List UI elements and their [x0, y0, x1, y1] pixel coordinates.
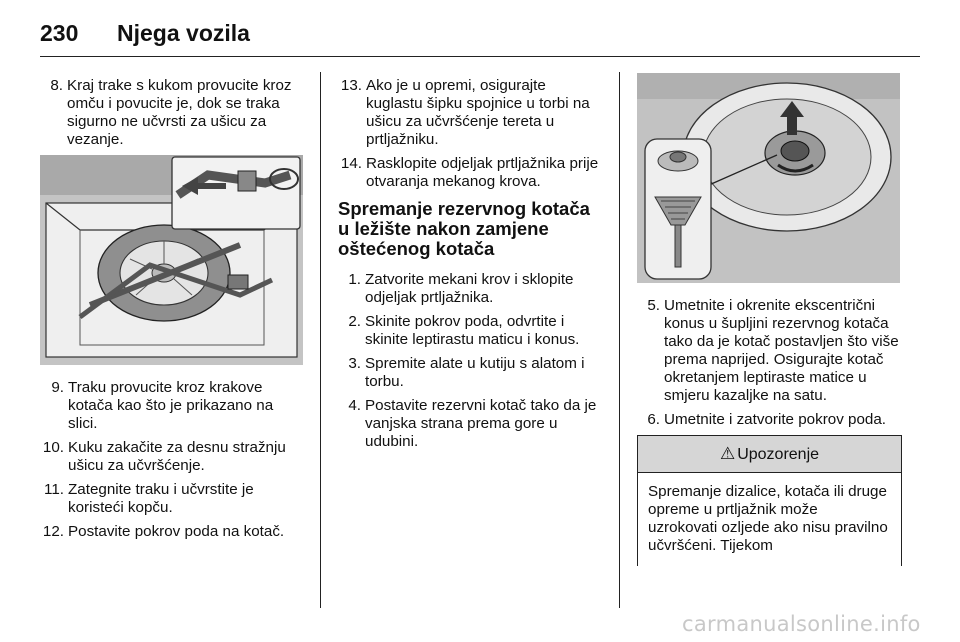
list-item: 6. Umetnite i zatvorite pokrov poda.	[647, 411, 887, 428]
column-divider	[619, 72, 620, 608]
list-item: 13. Ako je u opremi, osigurajte kuglastu šipku spojnice u torbi na ušicu za učvršćenje tereta u prtljažniku.	[340, 77, 590, 148]
warning-text: Spremanje dizalice, kotača ili druge opreme u prtljažnik može uzrokovati ozljede ako nisu pravilno učvršćeni. Tijekom	[648, 483, 888, 554]
page-title: Njega vozila	[117, 20, 250, 46]
warning-box	[637, 435, 902, 566]
list-item: 11. Zategnite traku i učvrstite je koristeći kopču.	[44, 481, 254, 516]
list-item: 4. Postavite rezervni kotač tako da je vanjska strana prema gore u udubini.	[348, 397, 597, 450]
warning-header	[638, 436, 901, 473]
warning-triangle-icon: ⚠	[719, 444, 736, 463]
list-item: 8. Kraj trake s kukom provucite kroz omču i povucite je, dok se traka sigurno ne učvrsti za ušicu za vezanje.	[50, 77, 292, 148]
list-item: 12. Postavite pokrov poda na kotač.	[42, 523, 285, 540]
column-right	[637, 77, 902, 566]
trunk-strap-illustration	[40, 155, 303, 365]
warning-title: Upozorenje	[737, 446, 820, 463]
list-item: 9. Traku provucite kroz krakove kotača kao što je prikazano na slici.	[51, 379, 274, 432]
list-item: 10. Kuku zakačite za desnu stražnju ušicu za učvršćenje.	[42, 439, 286, 474]
steps-list	[338, 271, 604, 451]
watermark: carmanualsonline.info	[682, 612, 921, 636]
steps-list	[40, 77, 306, 149]
steps-list	[338, 77, 604, 191]
page-header	[40, 14, 920, 57]
page-number: 230	[40, 20, 79, 46]
spare-wheel-cone-illustration	[637, 73, 900, 283]
steps-list	[40, 379, 306, 541]
list-item: 5. Umetnite i okrenite ekscentrični konus u šupljini rezervnog kotača tako da je kotač postavljen što više prema naprijed. Osigurajte kotač okretanjem leptiraste matice u smjeru kazaljke na satu.	[647, 297, 899, 404]
list-item: 2. Skinite pokrov poda, odvrtite i skinite leptirastu maticu i konus.	[348, 313, 580, 348]
list-item: 1. Zatvorite mekani krov i sklopite odjeljak prtljažnika.	[348, 271, 574, 306]
list-item: 14. Rasklopite odjeljak prtljažnika prije otvaranja mekanog krova.	[340, 155, 599, 190]
column-divider	[320, 72, 321, 608]
section-heading: Spremanje rezervnog kotača u ležište nakon zamjene oštećenog kotača	[338, 198, 590, 259]
column-middle	[338, 77, 604, 457]
steps-list	[637, 297, 902, 429]
list-item: 3. Spremite alate u kutiju s alatom i torbu.	[348, 355, 585, 390]
column-left	[40, 77, 306, 547]
